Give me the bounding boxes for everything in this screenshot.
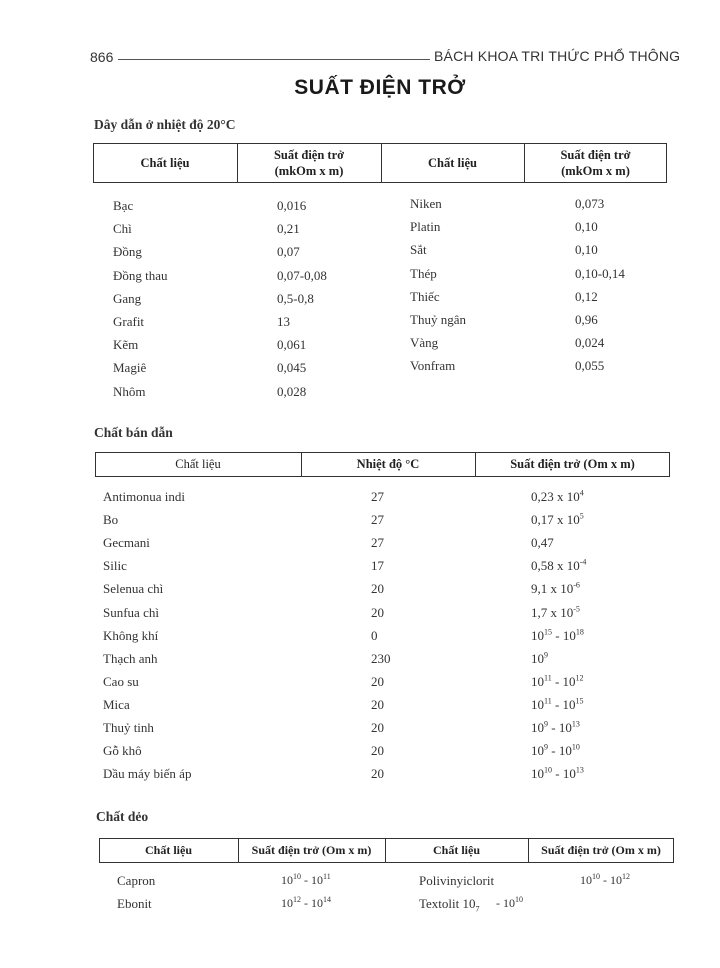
resistivity-value: 0,028 (277, 383, 307, 399)
plastics-col-material-right: Chất liệu (432, 843, 480, 857)
material-name: Không khí (103, 627, 159, 643)
resistivity-value (281, 873, 331, 888)
mantissa: 0,17 x 10 (531, 512, 580, 528)
material-name-text: Polivinyiclorit (419, 873, 495, 888)
mantissa: 10 (531, 650, 544, 666)
exponent: -4 (579, 557, 587, 567)
material-name: Bo (103, 512, 119, 528)
resistivity-value: 0,073 (575, 196, 605, 211)
exponent: 18 (575, 627, 584, 637)
semiconductors-heading: Chất bán dẫn (94, 425, 173, 440)
exponent: 10 (544, 765, 552, 775)
material-name: Bạc (113, 198, 134, 213)
resistivity-value: 0,12 (575, 288, 598, 304)
material-name: Selenua chì (103, 581, 164, 597)
mantissa: 10 (531, 696, 544, 712)
material-name: Sunfua chì (103, 604, 159, 620)
temperature-value: 230 (371, 650, 391, 666)
temperature-value: 20 (371, 673, 384, 689)
resistivity-value: 0,024 (575, 335, 605, 351)
material-name: Platin (410, 219, 441, 235)
resistivity-value (531, 581, 580, 597)
header-rule (118, 59, 430, 60)
exponent: 11 (323, 872, 331, 881)
exponent: 10 (293, 872, 301, 881)
conductors-col-material-left: Chất liệu (140, 156, 190, 170)
resistivity-value: 0,96 (575, 312, 598, 327)
material-name (419, 873, 494, 889)
temperature-value: 20 (371, 696, 384, 712)
mantissa: 10 (531, 720, 544, 735)
running-title: BÁCH KHOA TRI THỨC PHỔ THÔNG (434, 48, 681, 64)
mantissa: 1,7 x 10 (531, 604, 574, 620)
temperature-value: 0 (371, 627, 378, 643)
resistivity-value: 0,045 (277, 360, 307, 376)
resistivity-value: 0,07 (277, 244, 300, 260)
temperature-value: 27 (371, 535, 384, 551)
material-name: Grafit (113, 314, 145, 329)
exponent: 10 (592, 872, 600, 881)
material-name: Ebonit (117, 896, 152, 911)
temperature-value: 27 (371, 512, 384, 528)
material-name: Đồng (113, 244, 142, 260)
material-name: Kẽm (113, 337, 139, 353)
resistivity-value (531, 512, 584, 528)
resistivity-value: 0,061 (277, 337, 307, 353)
semi-col-temp: Nhiệt độ °C (356, 457, 420, 471)
conductors-col-unit-right: (mkOm x m) (561, 164, 630, 178)
material-name (419, 896, 480, 914)
material-name: Thuỷ tinh (103, 720, 154, 735)
temperature-value: 20 (371, 604, 384, 620)
resistivity-value (531, 489, 584, 505)
material-name: Cao su (103, 673, 139, 689)
material-name: Magiê (113, 360, 147, 376)
exponent: 13 (571, 719, 580, 729)
conductors-heading: Dây dẫn ở nhiệt độ 20°C (94, 117, 236, 132)
temperature-value: 20 (371, 743, 384, 759)
material-name: Thiếc (410, 288, 440, 304)
temperature-value: 27 (371, 489, 384, 504)
exponent: 13 (575, 765, 584, 775)
mantissa: 0,23 x 10 (531, 489, 580, 504)
resistivity-value (531, 628, 584, 644)
material-name: Đồng thau (113, 267, 168, 283)
exponent: 14 (323, 895, 331, 904)
semi-col-material: Chất liệu (175, 457, 221, 471)
exponent: 11 (544, 696, 552, 706)
mantissa: 10 (531, 743, 544, 759)
material-name: Chì (113, 221, 132, 237)
range-separator: - 10 (496, 896, 515, 910)
resistivity-value (531, 766, 584, 782)
plastics-col-resistivity-left: Suất điện trở (Om x m) (251, 843, 372, 857)
material-name: Thạch anh (103, 650, 158, 666)
material-name: Capron (117, 873, 156, 888)
exponent: 15 (544, 627, 552, 637)
range-separator: - 10 (551, 673, 576, 689)
plastics-col-material-left: Chất liệu (144, 843, 192, 857)
material-name: Antimonua indi (103, 489, 185, 504)
resistivity-value (531, 697, 584, 713)
plastics-heading: Chất dẻo (96, 809, 149, 824)
semi-col-resistivity: Suất điện trở (Om x m) (510, 457, 635, 471)
resistivity-value: 0,07-0,08 (277, 267, 327, 283)
resistivity-value: 0,10 (575, 242, 598, 258)
exponent: 9 (544, 742, 548, 752)
exponent: -6 (573, 581, 580, 591)
resistivity-value (531, 535, 554, 551)
range-separator: - 10 (552, 766, 576, 782)
exponent: 12 (293, 895, 301, 904)
exponent: 10 (515, 895, 523, 904)
exponent: 15 (575, 696, 584, 706)
exponent: 5 (579, 511, 584, 521)
page-title: SUẤT ĐIỆN TRỞ (294, 76, 466, 99)
range-separator: - 10 (548, 720, 572, 735)
mantissa: 10 (531, 673, 544, 689)
resistivity-value (531, 651, 548, 667)
range-separator: - 10 (548, 743, 572, 759)
resistivity-value: 13 (277, 314, 290, 329)
material-name: Gang (113, 290, 142, 306)
exponent: 10 (571, 742, 580, 752)
material-name: Niken (410, 196, 442, 211)
mantissa: 0,58 x 10 (531, 558, 580, 574)
temperature-value: 20 (371, 720, 384, 735)
resistivity-value: 0,10 (575, 219, 598, 235)
material-name: Silic (103, 558, 127, 574)
resistivity-value: 0,21 (277, 221, 300, 237)
material-name: Thuỷ ngân (410, 312, 466, 327)
range-separator: - 10 (552, 627, 576, 643)
exponent: 9 (544, 650, 548, 660)
conductors-col-unit-left: (mkOm x m) (274, 164, 344, 178)
mantissa: 10 (281, 873, 293, 887)
temperature-value: 20 (371, 766, 384, 782)
conductors-col-resistivity-right: Suất điện trở (560, 148, 631, 162)
resistivity-value (531, 674, 584, 690)
resistivity-value (531, 720, 580, 736)
exponent: 4 (579, 488, 584, 498)
plastics-col-resistivity-right: Suất điện trở (Om x m) (541, 843, 661, 857)
exponent: 12 (622, 872, 630, 881)
exponent: 11 (544, 673, 552, 683)
temperature-value: 17 (371, 558, 384, 574)
temperature-value: 20 (371, 581, 384, 597)
mantissa: 10 (580, 873, 592, 887)
material-name: Mica (103, 696, 130, 712)
resistivity-value (531, 558, 586, 574)
mantissa: 10 (531, 627, 544, 643)
material-name: Dầu máy biến áp (103, 766, 192, 782)
material-name: Vonfram (410, 358, 456, 374)
conductors-col-material-right: Chất liệu (428, 156, 477, 170)
range-separator: - 10 (301, 896, 323, 910)
material-name: Sắt (410, 242, 427, 258)
material-name: Gecmani (103, 535, 150, 551)
exponent: 12 (575, 673, 584, 683)
resistivity-value: 0,055 (575, 358, 605, 374)
range-separator: - 10 (301, 873, 323, 887)
resistivity-value (531, 605, 580, 621)
resistivity-value: 0,5-0,8 (277, 290, 314, 306)
resistivity-value (496, 896, 523, 911)
range-separator: - 10 (551, 696, 576, 712)
exponent: -5 (573, 604, 580, 614)
page-number: 866 (90, 49, 114, 65)
conductors-col-resistivity-left: Suất điện trở (273, 148, 345, 162)
mantissa: 0,47 (531, 535, 554, 551)
resistivity-value (531, 743, 580, 759)
resistivity-value (580, 873, 630, 888)
mantissa: 10 (281, 896, 293, 910)
resistivity-value: 0,10-0,14 (575, 265, 625, 281)
mantissa: 9,1 x 10 (531, 581, 574, 597)
mantissa: 10 (531, 766, 544, 782)
resistivity-value (281, 896, 331, 911)
material-name-text: Textolit 10 (419, 896, 476, 911)
exponent: 9 (544, 719, 548, 729)
material-name: Nhôm (113, 383, 146, 399)
material-name: Thép (410, 265, 437, 281)
resistivity-value: 0,016 (277, 198, 307, 213)
subscript: 7 (475, 904, 480, 914)
range-separator: - 10 (600, 873, 622, 887)
material-name: Vàng (410, 335, 439, 351)
material-name: Gỗ khô (103, 743, 142, 759)
